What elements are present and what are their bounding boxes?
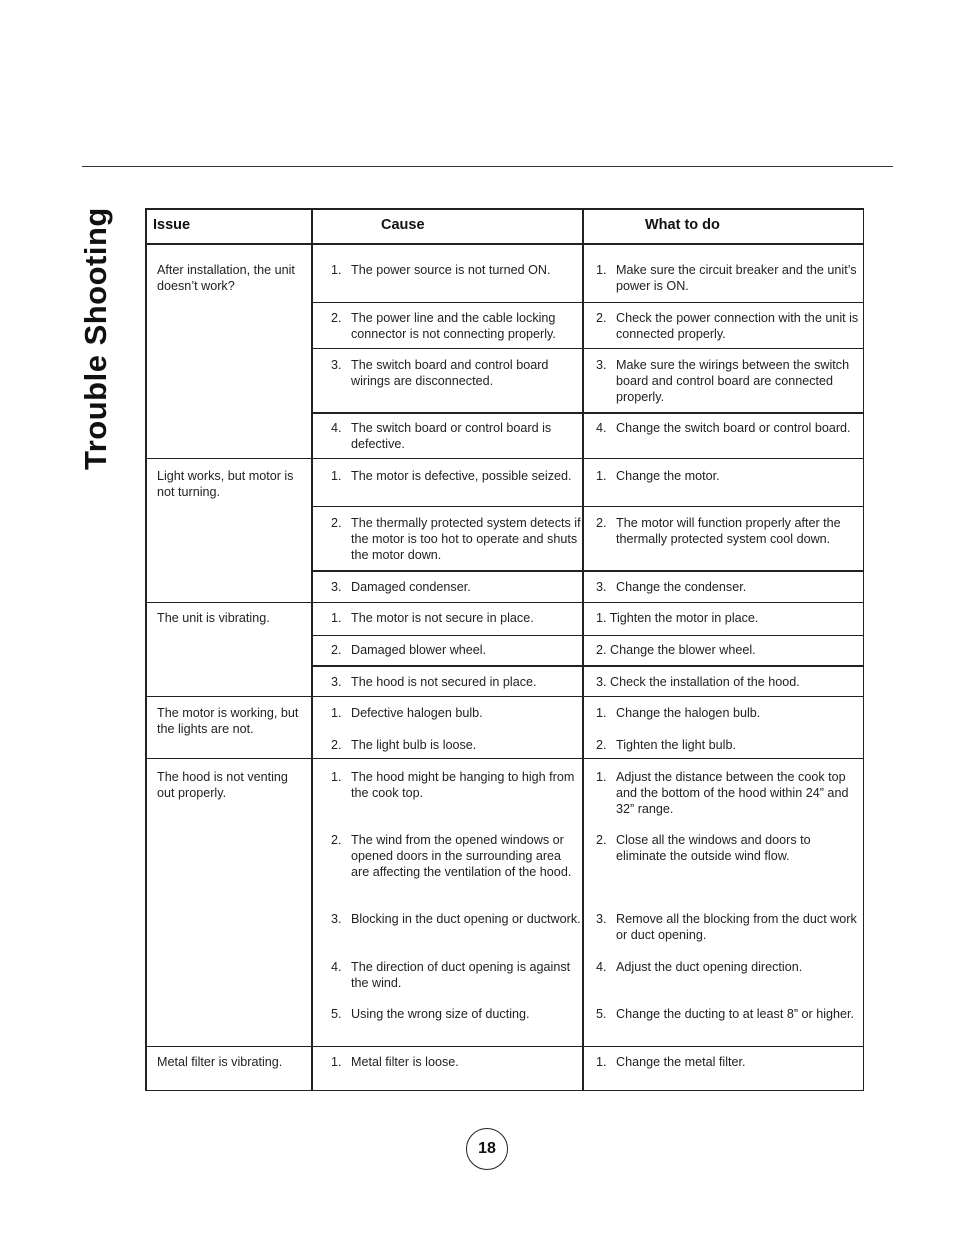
item-number: 2. (596, 833, 607, 847)
item-number: 3. (331, 358, 342, 372)
row-divider (311, 412, 864, 414)
item-number: 3. (331, 675, 342, 689)
solution-text: Change the motor. (616, 469, 720, 483)
header-rule (82, 166, 893, 167)
issue-cell: The unit is vibrating. (157, 611, 270, 625)
cause-text: The thermally protected system detects if the motor is too hot to operate and shuts the motor down. (351, 516, 581, 562)
group-divider (145, 1046, 864, 1047)
column-divider-2 (582, 208, 584, 1091)
item-number: 5. (596, 1007, 607, 1021)
row-divider (311, 348, 864, 349)
item-number: 1. (596, 1055, 607, 1069)
cause-text: Blocking in the duct opening or ductwork. (351, 912, 581, 926)
cause-text: Damaged condenser. (351, 580, 471, 594)
table-border-left (145, 208, 147, 1091)
cause-text: The motor is defective, possible seized. (351, 469, 572, 483)
item-number: 2. (331, 516, 342, 530)
row-divider (311, 302, 864, 303)
item-number: 4. (596, 960, 607, 974)
item-number: 1. (596, 469, 607, 483)
header-what-to-do: What to do (645, 217, 720, 233)
cause-text: The wind from the opened windows or opened doors in the surrounding area are affecting the ventilation of the hood. (351, 833, 572, 879)
issue-cell: The motor is working, but the lights are not. (157, 706, 299, 736)
item-number: 2. (596, 516, 607, 530)
solution-text: Change the condenser. (616, 580, 747, 594)
table-border-bottom (145, 1090, 864, 1092)
item-number: 2. (331, 643, 342, 657)
header-divider (145, 243, 864, 245)
item-number: 2. (596, 311, 607, 325)
row-divider (311, 506, 864, 507)
header-issue: Issue (153, 217, 191, 233)
item-number: 1. (596, 770, 607, 784)
group-divider (145, 696, 864, 697)
solution-text: Tighten the light bulb. (616, 738, 736, 752)
item-number: 3. (596, 912, 607, 926)
item-number: 2. (596, 738, 607, 752)
issue-cell: Metal filter is vibrating. (157, 1055, 283, 1069)
item-number: 1. (331, 263, 342, 277)
item-number: 1. (596, 263, 607, 277)
cause-text: The switch board or control board is defective. (351, 421, 552, 451)
row-divider (311, 665, 864, 667)
cause-text: The hood might be hanging to high from the cook top. (351, 770, 575, 800)
solution-text: Adjust the distance between the cook top and the bottom of the hood within 24” and 32” range. (616, 770, 849, 816)
item-number: 2. (331, 738, 342, 752)
issue-cell: Light works, but motor is not turning. (157, 469, 294, 499)
item-number: 1. (331, 469, 342, 483)
item-number: 3. (331, 580, 342, 594)
cause-text: The power line and the cable locking connector is not connecting properly. (351, 311, 556, 341)
item-number: 2. (331, 833, 342, 847)
section-title: Trouble Shooting (78, 207, 113, 470)
item-number: 3. (331, 912, 342, 926)
cause-text: Defective halogen bulb. (351, 706, 483, 720)
troubleshooting-table (145, 208, 864, 1091)
cause-text: Metal filter is loose. (351, 1055, 459, 1069)
solution-text: Change the halogen bulb. (616, 706, 761, 720)
cause-text: The light bulb is loose. (351, 738, 477, 752)
solution-text: Remove all the blocking from the duct work or duct opening. (616, 912, 857, 942)
item-number: 2. (331, 311, 342, 325)
row-divider (311, 635, 864, 636)
item-number: 4. (596, 421, 607, 435)
solution-text: 2. Change the blower wheel. (596, 643, 756, 657)
group-divider (145, 602, 864, 603)
item-number: 1. (331, 706, 342, 720)
item-number: 4. (331, 960, 342, 974)
item-number: 1. (331, 1055, 342, 1069)
solution-text: 1. Tighten the motor in place. (596, 611, 759, 625)
solution-text: Change the ducting to at least 8” or higher. (616, 1007, 855, 1021)
cause-text: The hood is not secured in place. (351, 675, 537, 689)
item-number: 1. (331, 770, 342, 784)
item-number: 4. (331, 421, 342, 435)
solution-text: Change the metal filter. (616, 1055, 746, 1069)
cause-text: The direction of duct opening is against the wind. (351, 960, 571, 990)
group-divider (145, 758, 864, 759)
cause-text: Damaged blower wheel. (351, 643, 487, 657)
group-divider (145, 458, 864, 459)
header-cause: Cause (381, 217, 425, 233)
solution-text: Check the power connection with the unit is connected properly. (616, 311, 859, 341)
page-number: 18 (466, 1128, 508, 1170)
item-number: 1. (331, 611, 342, 625)
item-number: 3. (596, 358, 607, 372)
item-number: 1. (596, 706, 607, 720)
table-border-right (863, 208, 865, 1091)
solution-text: 3. Check the installation of the hood. (596, 675, 800, 689)
table-header (145, 208, 864, 244)
column-divider-1 (311, 208, 313, 1091)
solution-text: Make sure the wirings between the switch board and control board are connected properly. (616, 358, 850, 404)
solution-text: The motor will function properly after the thermally protected system cool down. (616, 516, 841, 546)
solution-text: Close all the windows and doors to eliminate the outside wind flow. (616, 833, 811, 863)
issue-cell: The hood is not venting out properly. (157, 770, 288, 800)
item-number: 5. (331, 1007, 342, 1021)
solution-text: Make sure the circuit breaker and the unit’s power is ON. (616, 263, 857, 293)
row-divider (311, 570, 864, 572)
issue-cell: After installation, the unit doesn’t work? (157, 263, 295, 293)
item-number: 3. (596, 580, 607, 594)
cause-text: The switch board and control board wirings are disconnected. (351, 358, 549, 388)
solution-text: Adjust the duct opening direction. (616, 960, 803, 974)
solution-text: Change the switch board or control board. (616, 421, 851, 435)
cause-text: Using the wrong size of ducting. (351, 1007, 530, 1021)
cause-text: The motor is not secure in place. (351, 611, 534, 625)
cause-text: The power source is not turned ON. (351, 263, 551, 277)
